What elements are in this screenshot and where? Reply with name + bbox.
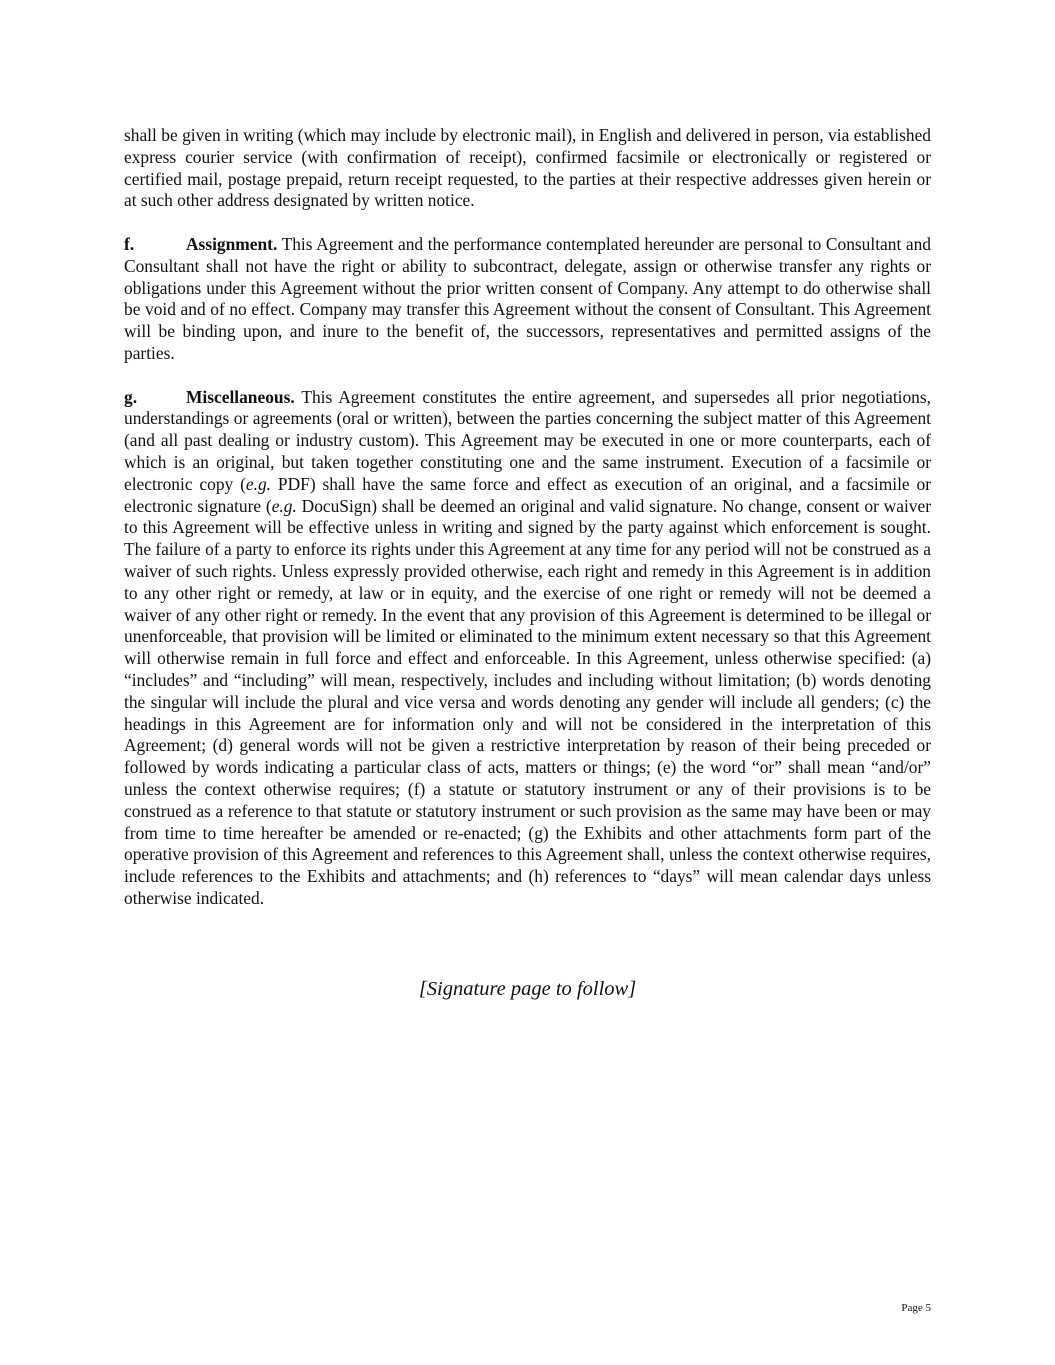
page-number: Page 5 bbox=[901, 1302, 931, 1314]
italic-eg: e.g. bbox=[271, 495, 297, 516]
section-label: f. bbox=[124, 233, 135, 254]
paragraph-gap bbox=[124, 365, 931, 387]
intro-paragraph: shall be given in writing (which may include by electronic mail), in English and delivered in person, via established express courier service (with confirmation of receipt), confirmed facsimile or electronically or registered or certified mail, postage prepaid, return receipt requested, to the parties at their respective addresses given herein or at such other address designated by written notice. bbox=[124, 125, 931, 211]
section-text-part: PDF) shall have the same force and effect as execution of an original, and a facsimile or electronic signature ( bbox=[124, 473, 931, 516]
section-text: This Agreement and the performance contemplated hereunder are personal to Consultant and Consultant shall not have the right or ability to subcontract, delegate, assign or otherwise transfer any rights or obligations under this Agreement without the prior written consent of Company. Any attempt to do otherwise shall be void and of no effect. Company may transfer this Agreement without the consent of Consultant. This Agreement will be binding upon, and inure to the benefit of, the successors, representatives and permitted assigns of the parties. bbox=[124, 233, 931, 363]
section-heading: Assignment. bbox=[186, 233, 278, 254]
section-heading: Miscellaneous. bbox=[186, 386, 295, 407]
section-text-part: DocuSign) shall be deemed an original and valid signature. No change, consent or waiver to this Agreement will be effective unless in writing and signed by the party against which enforcement is sought. The failure of a party to enforce its rights under this Agreement at any time for any period will not be construed as a waiver of such rights. Unless expressly provided otherwise, each right and remedy in this Agreement is in addition to any other right or remedy, at law or in equity, and the exercise of one right or remedy will not be deemed a waiver of any other right or remedy. In the event that any provision of this Agreement is determined to be illegal or unenforceable, that provision will be limited or eliminated to the minimum extent necessary so that this Agreement will otherwise remain in full force and effect and enforceable. In this Agreement, unless otherwise specified: (a) “includes” and “including” will mean, respectively, includes and including without limitation; (b) words denoting the singular will include the plural and vice versa and words denoting any gender will include all genders; (c) the headings in this Agreement are for information only and will not be considered in the interpretation of this Agreement; (d) general words will not be given a restrictive interpretation by reason of their being preceded or followed by words indicating a particular class of acts, matters or things; (e) the word “or” shall mean “and/or” unless the context otherwise requires; (f) a statute or statutory instrument or any of their provisions is to be construed as a reference to that statute or statutory instrument or such provision as the same may have been or may from time to time hereafter be amended or re-enacted; (g) the Exhibits and other attachments form part of the operative provision of this Agreement and references to this Agreement shall, unless the context otherwise requires, include references to the Exhibits and attachments; and (h) references to “days” will mean calendar days unless otherwise indicated. bbox=[124, 495, 931, 908]
section-label: g. bbox=[124, 386, 138, 407]
paragraph-gap bbox=[124, 212, 931, 234]
section-text-part: This Agreement constitutes the entire agreement, and supersedes all prior negotiations, understandings or agreements (oral or written), between the parties concerning the subject matter of this Agreement (and all past dealing or industry custom). This Agreement may be executed in one or more counterparts, each of which is an original, but taken together constituting one and the same instrument. Execution of a facsimile or electronic copy ( bbox=[124, 386, 931, 494]
document-body bbox=[124, 125, 931, 910]
section-miscellaneous bbox=[124, 387, 931, 910]
section-assignment bbox=[124, 234, 931, 365]
signature-page-note: [Signature page to follow] bbox=[418, 978, 637, 1000]
italic-eg: e.g. bbox=[245, 473, 272, 494]
